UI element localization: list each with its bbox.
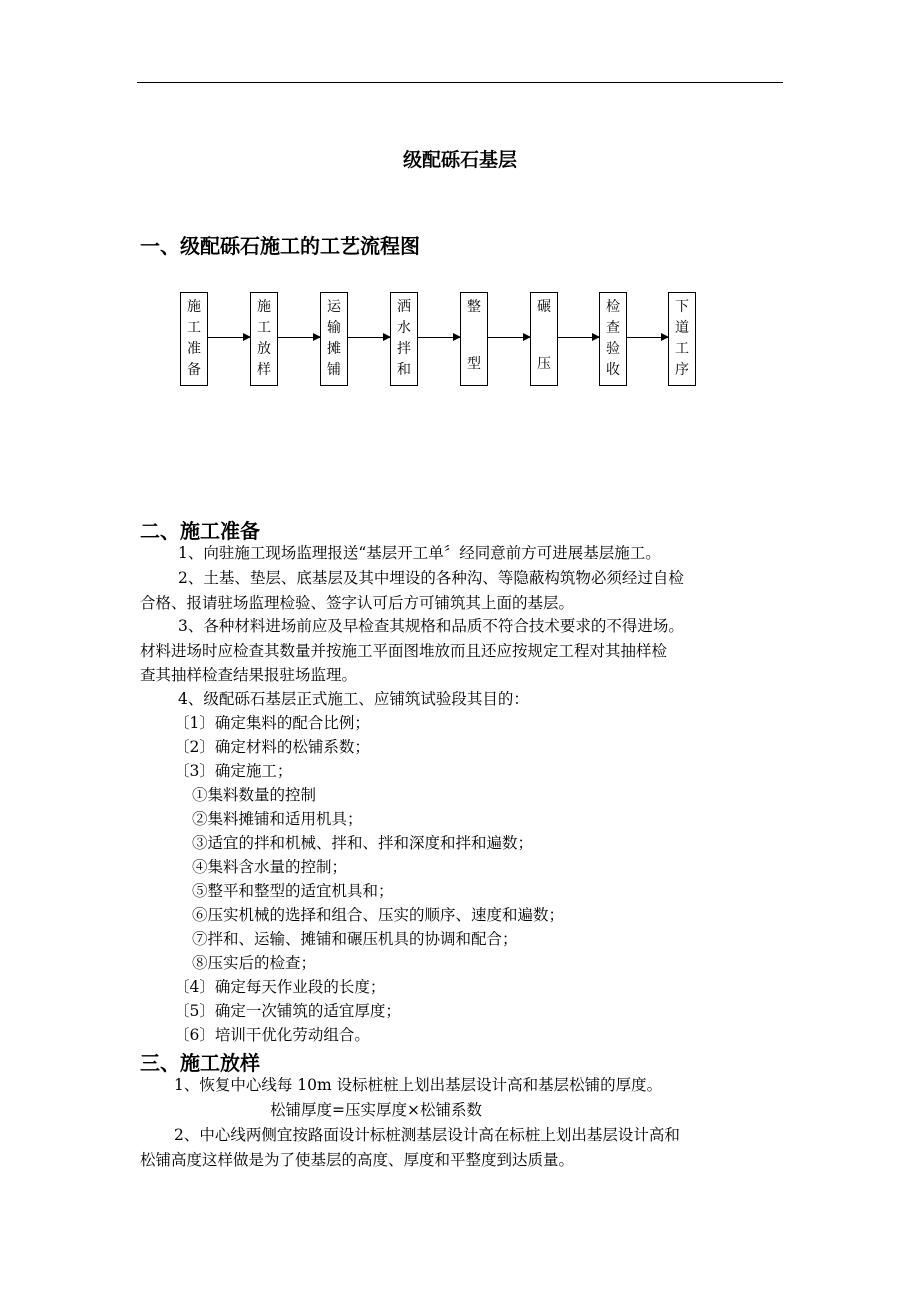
flow-arrow [627, 337, 668, 338]
header-rule [137, 82, 783, 83]
sub-list-item: ④集料含水量的控制； [192, 858, 348, 876]
paragraph: 合格、报请驻场监理检验、签字认可后方可铺筑其上面的基层。 [140, 594, 575, 612]
paragraph: 3、各种材料进场前应及早检查其规格和品质不符合技术要求的不得进场。 [178, 617, 684, 635]
sub-list-item: ③适宜的拌和机械、拌和、拌和深度和拌和遍数； [192, 834, 534, 852]
flow-box-water-mix: 洒 水 拌 和 [390, 292, 418, 386]
flow-box-rolling: 碾 压 [530, 292, 558, 386]
flow-box-prep: 施 工 准 备 [180, 292, 208, 386]
sub-list-item: ⑥压实机械的选择和组合、压实的顺序、速度和遍数； [192, 906, 565, 924]
paragraph: 4、级配砾石基层正式施工、应铺筑试验段其目的： [178, 690, 529, 708]
page-title: 级配砾石基层 [402, 149, 517, 171]
flow-box-next: 下 道 工 序 [668, 292, 696, 386]
sub-list-item: ②集料摊铺和适用机具； [192, 810, 363, 828]
paragraph: 2、土基、垫层、底基层及其中埋设的各种沟、等隐蔽构筑物必须经过自检 [178, 569, 684, 587]
flow-arrow [488, 337, 530, 338]
list-item: 〔4〕确定每天作业段的长度； [174, 978, 386, 996]
sub-list-item: ⑧压实后的检查； [192, 954, 317, 972]
paragraph: 1、向驻施工现场监理报送“基层开工单〞经同意前方可进展基层施工。 [178, 544, 661, 562]
section1-heading: 一、级配砾石施工的工艺流程图 [140, 234, 420, 258]
paragraph: 松铺高度这样做是为了使基层的高度、厚度和平整度到达质量。 [140, 1151, 575, 1169]
paragraph: 材料进场时应检查其数量并按施工平面图堆放而且还应按规定工程对其抽样检 [140, 642, 668, 660]
sub-list-item: ⑦拌和、运输、摊铺和碾压机具的协调和配合； [192, 930, 518, 948]
flow-arrow [278, 337, 320, 338]
sub-list-item: ①集料数量的控制 [192, 786, 317, 804]
flow-box-inspection: 检 查 验 收 [599, 292, 627, 386]
sub-list-item: ⑤整平和整型的适宜机具和； [192, 882, 394, 900]
list-item: 〔1〕确定集料的配合比例； [174, 714, 370, 732]
paragraph: 2、中心线两侧宜按路面设计标桩测基层设计高在标桩上划出基层设计高和 [174, 1126, 680, 1144]
flow-arrow [558, 337, 599, 338]
flow-arrow [348, 337, 390, 338]
formula: 松铺厚度=压实厚度×松铺系数 [270, 1101, 482, 1119]
list-item: 〔5〕确定一次铺筑的适宜厚度； [174, 1002, 401, 1020]
list-item: 〔3〕确定施工； [174, 762, 293, 780]
flow-box-shaping: 整 型 [460, 292, 488, 386]
section2-heading: 二、施工准备 [140, 519, 260, 543]
list-item: 〔6〕培训干优化劳动组合。 [174, 1026, 370, 1044]
paragraph: 查其抽样检查结果报驻场监理。 [140, 666, 358, 684]
paragraph: 1、恢复中心线每 10m 设标桩桩上划出基层设计高和基层松铺的厚度。 [174, 1076, 663, 1094]
flow-box-transport: 运 输 摊 铺 [320, 292, 348, 386]
flow-box-setout: 施 工 放 样 [250, 292, 278, 386]
list-item: 〔2〕确定材料的松铺系数； [174, 738, 370, 756]
section3-heading: 三、施工放样 [140, 1051, 260, 1075]
flow-arrow [418, 337, 460, 338]
flow-arrow [208, 337, 250, 338]
